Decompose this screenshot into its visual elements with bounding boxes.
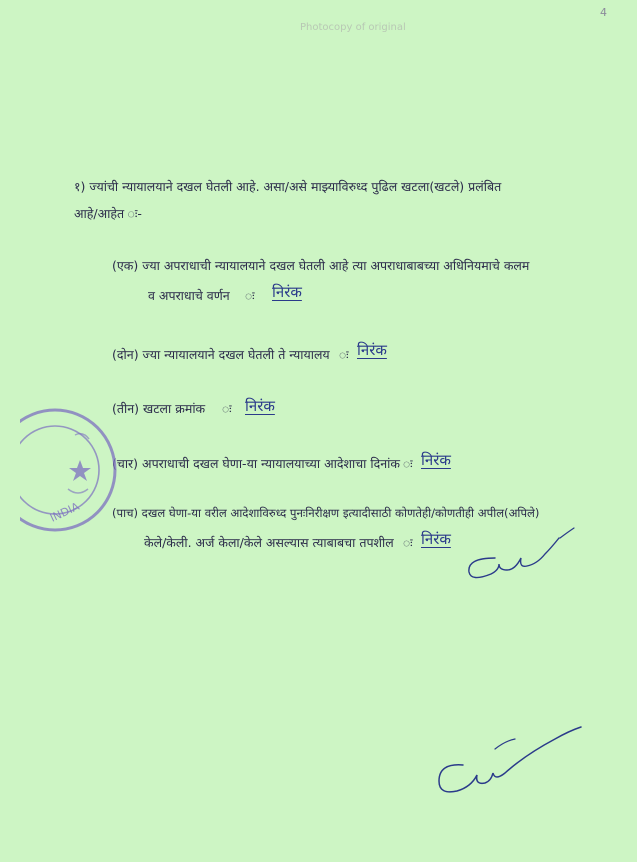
signature-upper	[455, 520, 585, 590]
item-5-label-line-1: (पाच) दखल घेणा-या वरील आदेशाविरुध्द पुनःनिरीक्षण इत्यादीसाठी कोणतेही/कोणतीही अपील(अपिले)	[112, 506, 540, 520]
intro-line-2: आहे/आहेत ः-	[74, 206, 142, 221]
item-1-label-line-1: (एक) ज्या अपराधाची न्यायालयाने दखल घेतली आहे त्या अपराधाबाबच्या अधिनियमाचे कलम	[112, 258, 530, 273]
item-3-colon: ः	[222, 402, 232, 416]
item-4-colon: ः	[403, 457, 413, 471]
item-1-value: निरंक	[272, 283, 302, 301]
item-4-label: (चार) अपराधाची दखल घेणा-या न्यायालयाच्या आदेशाचा दिनांक	[112, 456, 401, 471]
item-1-colon: ः	[245, 289, 255, 303]
item-2-label: (दोन) ज्या न्यायालयाने दखल घेतली ते न्यायालय	[112, 347, 330, 362]
seal-text: INDIA	[47, 499, 82, 525]
signature-lower	[425, 715, 595, 805]
item-5-colon: ः	[403, 536, 413, 550]
item-5-value: निरंक	[421, 530, 451, 548]
item-2-value: निरंक	[357, 341, 387, 359]
item-3-value: निरंक	[245, 397, 275, 415]
faint-header-text: Photocopy of original	[300, 22, 406, 33]
item-2-colon: ः	[339, 348, 349, 362]
item-1-label-line-2: व अपराधाचे वर्णन	[148, 288, 230, 303]
page-number-mark: 4	[600, 6, 607, 19]
item-5-label-line-2: केले/केली. अर्ज केला/केले असल्यास त्याबाबचा तपशील	[144, 535, 394, 550]
item-3-label: (तीन) खटला क्रमांक	[112, 401, 206, 416]
item-4-value: निरंक	[421, 451, 451, 469]
official-seal-stamp	[20, 405, 150, 535]
intro-line-1: १) ज्यांची न्यायालयाने दखल घेतली आहे. असा/असे माझ्याविरुध्द पुढिल खटला(खटले) प्रलंबित	[74, 179, 502, 194]
